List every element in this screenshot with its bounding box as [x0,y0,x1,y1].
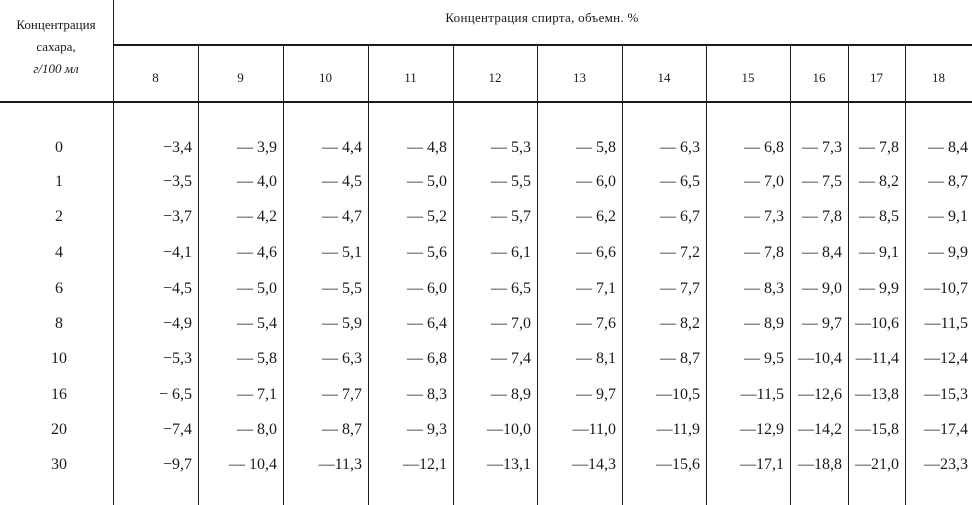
table-cell: — 6,8 [407,350,447,367]
table-cell: —12,4 [924,350,968,367]
column-header: 17 [870,70,883,85]
table-cell: — 4,8 [407,139,447,156]
column-header: 12 [488,70,502,85]
table-cell: — 7,2 [660,244,700,261]
table-cell: −4,9 [162,315,192,332]
column-header: 10 [319,70,332,85]
table-cell: −3,7 [162,208,192,225]
row-label: 2 [55,208,63,225]
table-cell: — 6,5 [491,280,531,297]
row-label: 6 [55,280,63,297]
table-cell: — 4,4 [322,139,362,156]
table-cell: — 7,7 [322,386,362,403]
column-header: 13 [573,70,586,85]
table-cell: —21,0 [855,456,899,473]
table-cell: — 7,4 [491,350,531,367]
table-cell: — 5,1 [322,244,362,261]
table-cell: — 6,4 [407,315,447,332]
table-cell: — 5,9 [322,315,362,332]
table-cell: — 7,5 [802,173,842,190]
table-cell: —12,9 [740,421,784,438]
row-label: 16 [51,386,67,403]
table-cell: — 8,2 [859,173,899,190]
table-cell: — 9,1 [859,244,899,261]
table-cell: — 7,3 [802,139,842,156]
table-cell: —11,5 [924,315,968,332]
table-cell: —11,5 [740,386,784,403]
column-divider [706,44,707,505]
table-cell: — 8,4 [802,244,842,261]
table-cell: —10,7 [924,280,968,297]
table-cell: —11,4 [855,350,899,367]
row-label: 30 [51,456,67,473]
table-cell: —14,2 [798,421,842,438]
table-cell: — 9,9 [928,244,968,261]
table-cell: —15,3 [924,386,968,403]
table-cell: −4,1 [162,244,192,261]
table-cell: — 7,0 [491,315,531,332]
table-cell: −9,7 [162,456,192,473]
table-cell: —17,4 [924,421,968,438]
row-label: 4 [55,244,63,261]
table-cell: —11,3 [318,456,362,473]
table-cell: — 7,1 [237,386,277,403]
table-cell: — 6,7 [660,208,700,225]
table-cell: — 6,0 [576,173,616,190]
column-header: 14 [657,70,671,85]
row-label: 20 [51,421,67,438]
table-cell: — 5,5 [322,280,362,297]
header-rule-top [114,44,972,46]
column-header: 8 [152,70,159,85]
table-cell: — 7,3 [744,208,784,225]
table-cell: — 6,0 [407,280,447,297]
table-cell: — 6,2 [576,208,616,225]
table-cell: —10,6 [855,315,899,332]
table-cell: — 6,5 [660,173,700,190]
table-cell: — 4,2 [237,208,277,225]
table-cell: — 9,7 [576,386,616,403]
table-cell: −7,4 [162,421,192,438]
table-cell: — 7,0 [744,173,784,190]
column-header: 16 [812,70,826,85]
column-divider [848,44,849,505]
column-header: 9 [237,70,244,85]
table-cell: — 8,7 [660,350,700,367]
table-cell: —10,4 [798,350,842,367]
table-cell: — 5,6 [407,244,447,261]
table-cell: —11,0 [572,421,616,438]
table-cell: — 8,3 [407,386,447,403]
table-cell: — 8,0 [237,421,277,438]
spanner-header: Концентрация спирта, объемн. % [445,10,639,25]
column-header: 18 [932,70,945,85]
stub-header-line1: Концентрация [16,17,96,32]
table-cell: — 3,9 [237,139,277,156]
table-cell: — 7,6 [576,315,616,332]
table-cell: —13,1 [487,456,531,473]
table-cell: — 6,8 [744,139,784,156]
table-cell: —10,0 [487,421,531,438]
table-cell: — 5,7 [491,208,531,225]
column-divider [790,44,791,505]
stub-header-line2: сахара, [36,39,76,54]
table-cell: — 5,0 [407,173,447,190]
table-cell: — 5,8 [576,139,616,156]
table-cell: — 4,7 [322,208,362,225]
table-cell: — 7,1 [576,280,616,297]
table-cell: — 9,0 [802,280,842,297]
table-cell: —10,5 [656,386,700,403]
table-cell: — 8,5 [859,208,899,225]
table-cell: — 5,5 [491,173,531,190]
table-cell: — 5,8 [237,350,277,367]
table-cell: −5,3 [162,350,192,367]
table-cell: — 7,8 [859,139,899,156]
column-divider [283,44,284,505]
column-divider [453,44,454,505]
table-cell: — 8,4 [928,139,968,156]
table-cell: — 9,7 [802,315,842,332]
table-cell: — 6,1 [491,244,531,261]
table-cell: — 5,3 [491,139,531,156]
row-label: 10 [51,350,67,367]
table-cell: — 9,3 [407,421,447,438]
column-divider [622,44,623,505]
table-cell: —12,1 [403,456,447,473]
table-cell: — 8,2 [660,315,700,332]
table-cell: — 8,7 [322,421,362,438]
table-cell: −3,4 [162,139,192,156]
table-cell: —17,1 [740,456,784,473]
stub-header-line3: г/100 мл [33,61,79,76]
table-cell: — 6,3 [660,139,700,156]
column-divider [198,44,199,505]
table-cell: — 9,1 [928,208,968,225]
table-cell: —14,3 [572,456,616,473]
row-label: 8 [55,315,63,332]
table-cell: — 9,5 [744,350,784,367]
table-cell: — 10,4 [229,456,277,473]
table-cell: —12,6 [798,386,842,403]
header-rule-bottom [0,101,972,103]
table-cell: — 8,9 [744,315,784,332]
row-label: 0 [55,139,63,156]
table-cell: —18,8 [798,456,842,473]
table-cell: — 8,9 [491,386,531,403]
row-label: 1 [55,173,63,190]
table-cell: — 8,3 [744,280,784,297]
table-cell: — 8,7 [928,173,968,190]
table-cell: — 4,6 [237,244,277,261]
table-cell: — 8,1 [576,350,616,367]
table-cell: — 6,6 [576,244,616,261]
table-cell: — 5,2 [407,208,447,225]
table-cell: −3,5 [162,173,192,190]
table-cell: — 9,9 [859,280,899,297]
table-cell: −4,5 [162,280,192,297]
table-cell: — 5,4 [237,315,277,332]
table-cell: —13,8 [855,386,899,403]
table-cell: —23,3 [924,456,968,473]
stub-header [0,14,112,80]
table-cell: — 5,0 [237,280,277,297]
table-cell: —11,9 [656,421,700,438]
table-cell: − 6,5 [158,386,192,403]
table-cell: — 6,3 [322,350,362,367]
table-cell: — 7,8 [744,244,784,261]
column-divider [905,44,906,505]
table-cell: — 7,7 [660,280,700,297]
table-cell: —15,8 [855,421,899,438]
column-header: 11 [404,70,417,85]
table-cell: — 7,8 [802,208,842,225]
table-cell: — 4,5 [322,173,362,190]
table-cell: —15,6 [656,456,700,473]
column-divider [537,44,538,505]
column-header: 15 [741,70,755,85]
column-divider [368,44,369,505]
table-cell: — 4,0 [237,173,277,190]
